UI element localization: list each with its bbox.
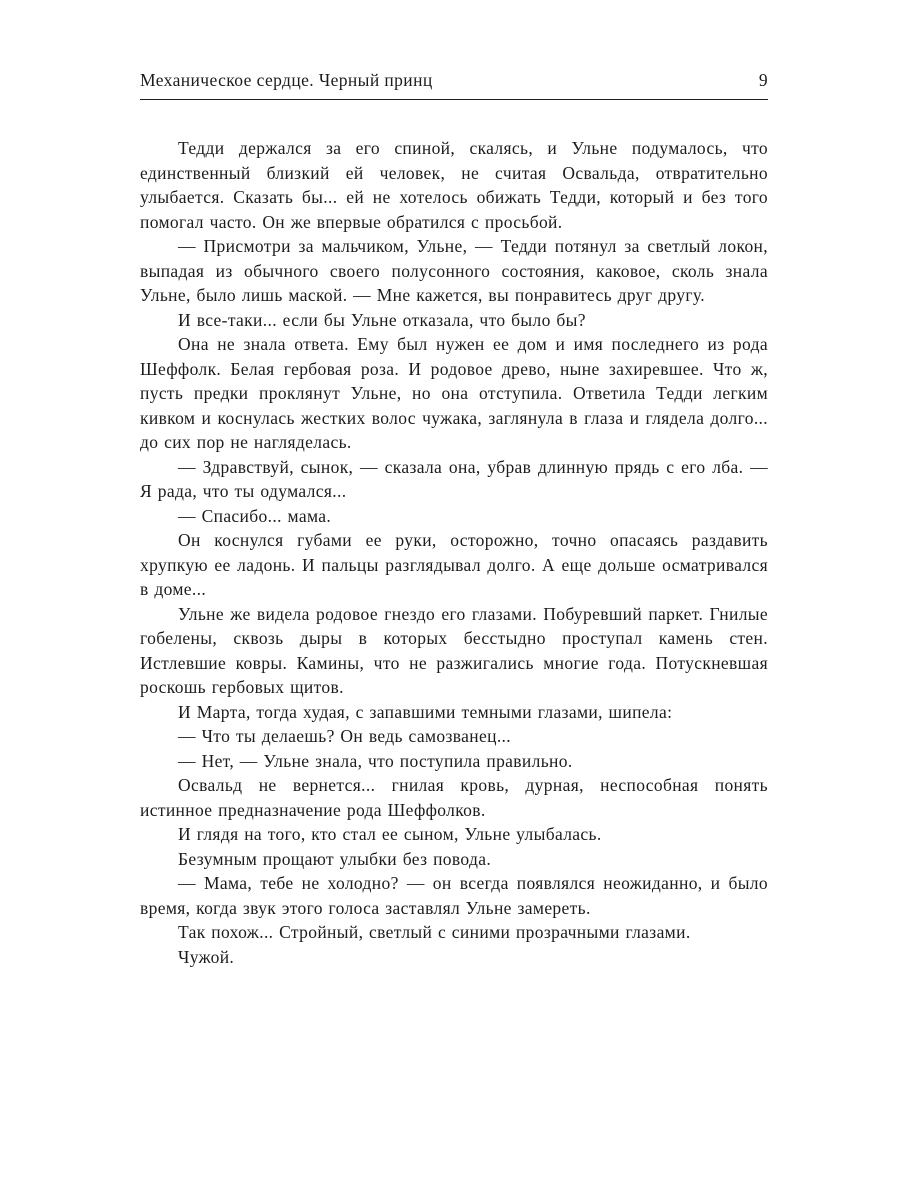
paragraph: И глядя на того, кто стал ее сыном, Ульне улыбалась. xyxy=(178,824,602,844)
paragraph: — Мама, тебе не холодно? — он всегда появлялся неожиданно, и было время, когда звук этого голоса заставлял Ульне замереть. xyxy=(140,873,768,918)
content-column xyxy=(140,70,768,969)
body-text xyxy=(140,136,768,969)
paragraph: Освальд не вернется... гнилая кровь, дурная, неспособная понять истинное предназначение рода Шеффолков. xyxy=(140,775,768,820)
paragraph: Чужой. xyxy=(178,946,235,967)
paragraph: — Спасибо... мама. xyxy=(178,505,332,526)
page-number: 9 xyxy=(758,70,768,90)
paragraph: Он коснулся губами ее руки, осторожно, точно опасаясь раздавить хрупкую ее ладонь. И пальцы разглядывал долго. А еще дольше осматривался в доме... xyxy=(140,530,768,599)
paragraph: Тедди держался за его спиной, скалясь, и Ульне подумалось, что единственный близкий ей человек, не считая Освальда, отвратительно улыбается. Сказать бы... ей не хотелось обижать Тедди, который и без того помогал часто. Он же впервые обратился с просьбой. xyxy=(140,138,768,232)
paragraph: Она не знала ответа. Ему был нужен ее дом и имя последнего из рода Шеффолк. Белая гербовая роза. И родовое древо, ныне захиревшее. Что ж, пусть предки проклянут Ульне, но она отступила. Ответила Тедди легким кивком и коснулась жестких волос чужака, заглянула в глаза и глядела долго... до сих пор не нагляделась. xyxy=(140,334,768,452)
paragraph: Безумным прощают улыбки без повода. xyxy=(178,848,492,869)
book-title: Механическое сердце. Черный принц xyxy=(140,70,433,90)
paragraph: И все-таки... если бы Ульне отказала, что было бы? xyxy=(178,309,586,330)
paragraph: — Что ты делаешь? Он ведь самозванец... xyxy=(178,726,512,746)
paragraph: — Здравствуй, сынок, — сказала она, убрав длинную прядь с его лба. — Я рада, что ты одумался... xyxy=(140,456,768,501)
paragraph: И Марта, тогда худая, с запавшими темными глазами, шипела: xyxy=(178,701,673,722)
paragraph: — Нет, — Ульне знала, что поступила правильно. xyxy=(178,750,573,771)
paragraph: — Присмотри за мальчиком, Ульне, — Тедди потянул за светлый локон, выпадая из обычного своего полусонного состояния, каковое, сколь знала Ульне, было лишь маской. — Мне кажется, вы понравитесь друг другу. xyxy=(140,236,768,305)
paragraph: Ульне же видела родовое гнездо его глазами. Побуревший паркет. Гнилые гобелены, сквозь дыры в которых бесстыдно проступал камень стен. Истлевшие ковры. Камины, что не разжигались многие года. Потускневшая роскошь гербовых щитов. xyxy=(140,603,768,697)
paragraph: Так похож... Стройный, светлый с синими прозрачными глазами. xyxy=(178,922,691,942)
running-head xyxy=(140,70,768,100)
